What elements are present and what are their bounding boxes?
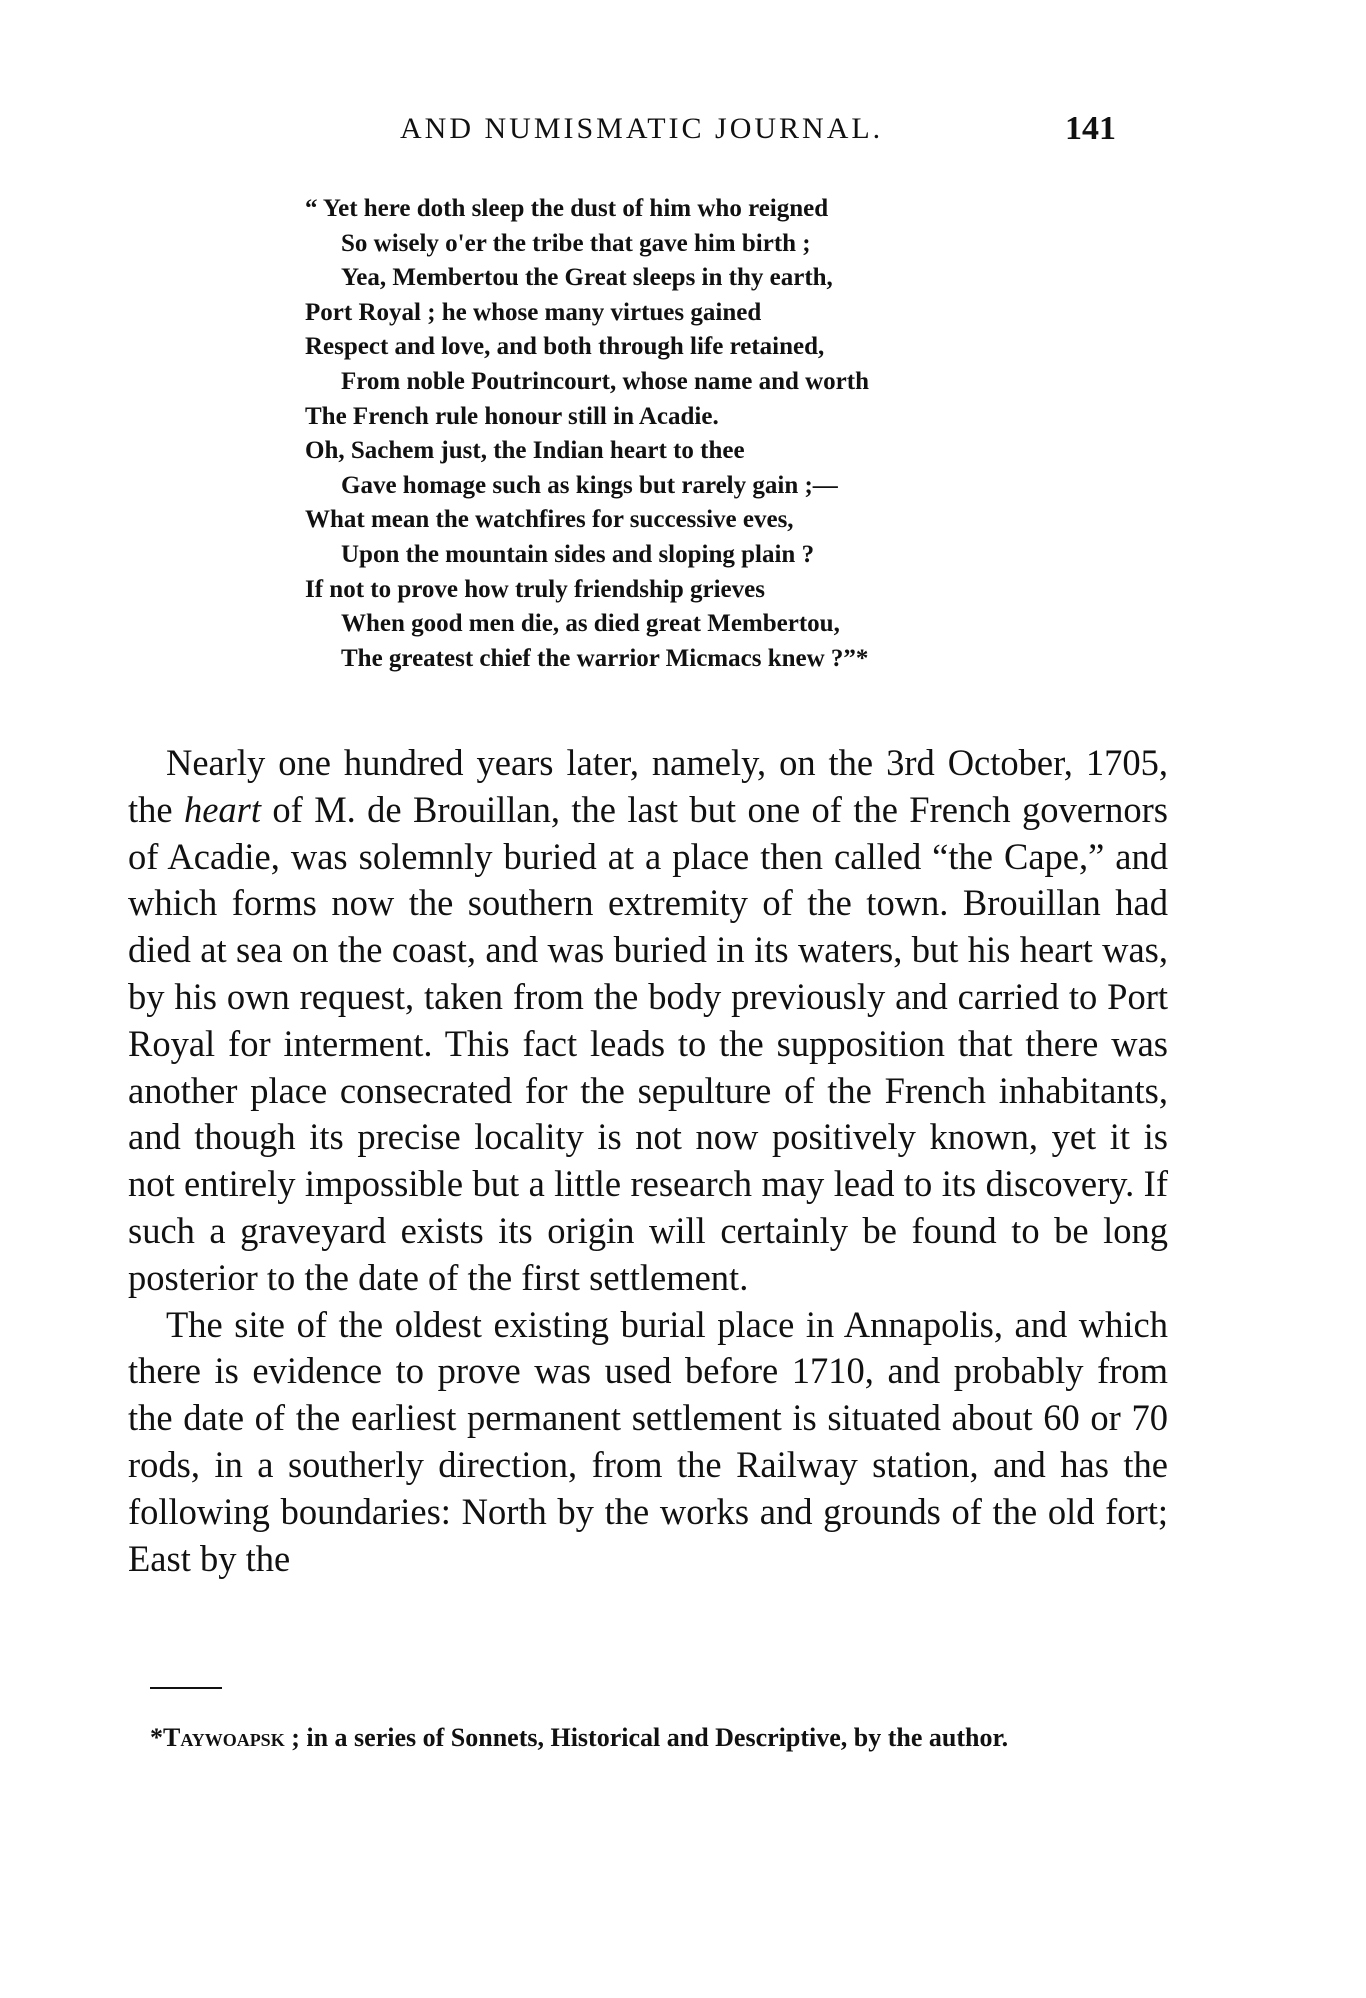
paragraph: The site of the oldest existing burial place in Annapolis, and which there is evidence to prove was used before 1710, and probably from the date of the earliest permanent settlement is situated about 60 or 70 rods, in a southerly direction, from the Railway station, and has the following boundaries: North by the works and grounds of the old fort; East by the xyxy=(128,1303,1168,1579)
footnote-text: in a series of Sonnets, Historical and Descriptive, by the author. xyxy=(299,1723,1009,1752)
paragraph xyxy=(128,740,1168,1302)
poem-line: Upon the mountain sides and sloping plain ? xyxy=(341,540,815,568)
footnote-divider xyxy=(150,1687,222,1689)
poem-line: So wisely o'er the tribe that gave him birth ; xyxy=(341,229,811,257)
italic-word: heart xyxy=(183,788,262,830)
poem-line: Port Royal ; he whose many virtues gained xyxy=(305,298,762,326)
poem-line: When good men die, as died great Membertou, xyxy=(341,610,840,638)
poem-line: Yea, Membertou the Great sleeps in thy earth, xyxy=(341,264,833,292)
running-title: AND NUMISMATIC JOURNAL. xyxy=(400,112,884,145)
poem-line: Respect and love, and both through life retained, xyxy=(305,333,825,361)
paragraph-text: Nearly one hundred years later, namely, on the 3rd October, 1705, the xyxy=(128,742,1168,830)
poem-line: The French rule honour still in Acadie. xyxy=(305,402,719,430)
footnote xyxy=(130,1720,1168,1756)
page-number: 141 xyxy=(1065,110,1116,147)
footnote-title: *Taywoapsk ; xyxy=(150,1723,300,1752)
poem-line: “ Yet here doth sleep the dust of him who reigned xyxy=(305,195,829,222)
poem-line: What mean the watchfires for successive eves, xyxy=(305,506,794,534)
poem-line: From noble Poutrincourt, whose name and worth xyxy=(341,367,870,395)
footnote-paragraph xyxy=(130,1720,1168,1756)
poem-line: The greatest chief the warrior Micmacs knew ?”* xyxy=(341,644,869,672)
poem-line: If not to prove how truly friendship grieves xyxy=(305,575,765,603)
poem-line: Gave homage such as kings but rarely gain ;— xyxy=(341,471,838,499)
poem-line: Oh, Sachem just, the Indian heart to thee xyxy=(305,437,745,465)
poem-block xyxy=(305,192,1045,676)
body-text xyxy=(128,740,1168,1582)
paragraph-text: of M. de Brouillan, the last but one of the French governors of Acadie, was solemnly buried at a place then called “the Cape,” and which forms now the southern extremity of the town. Brouillan had died at sea on the coast, and was buried in its waters, but his heart was, by his own request, taken from the body previously and carried to Port Royal for interment. This fact leads to the supposition that there was another place consecrated for the sepulture of the French inhabitants, and though its precise locality is not now positively known, yet it is not entirely impossible but a little research may lead to its discovery. If such a graveyard exists its origin will certainly be found to be long posterior to the date of the first settlement. xyxy=(128,788,1168,1298)
